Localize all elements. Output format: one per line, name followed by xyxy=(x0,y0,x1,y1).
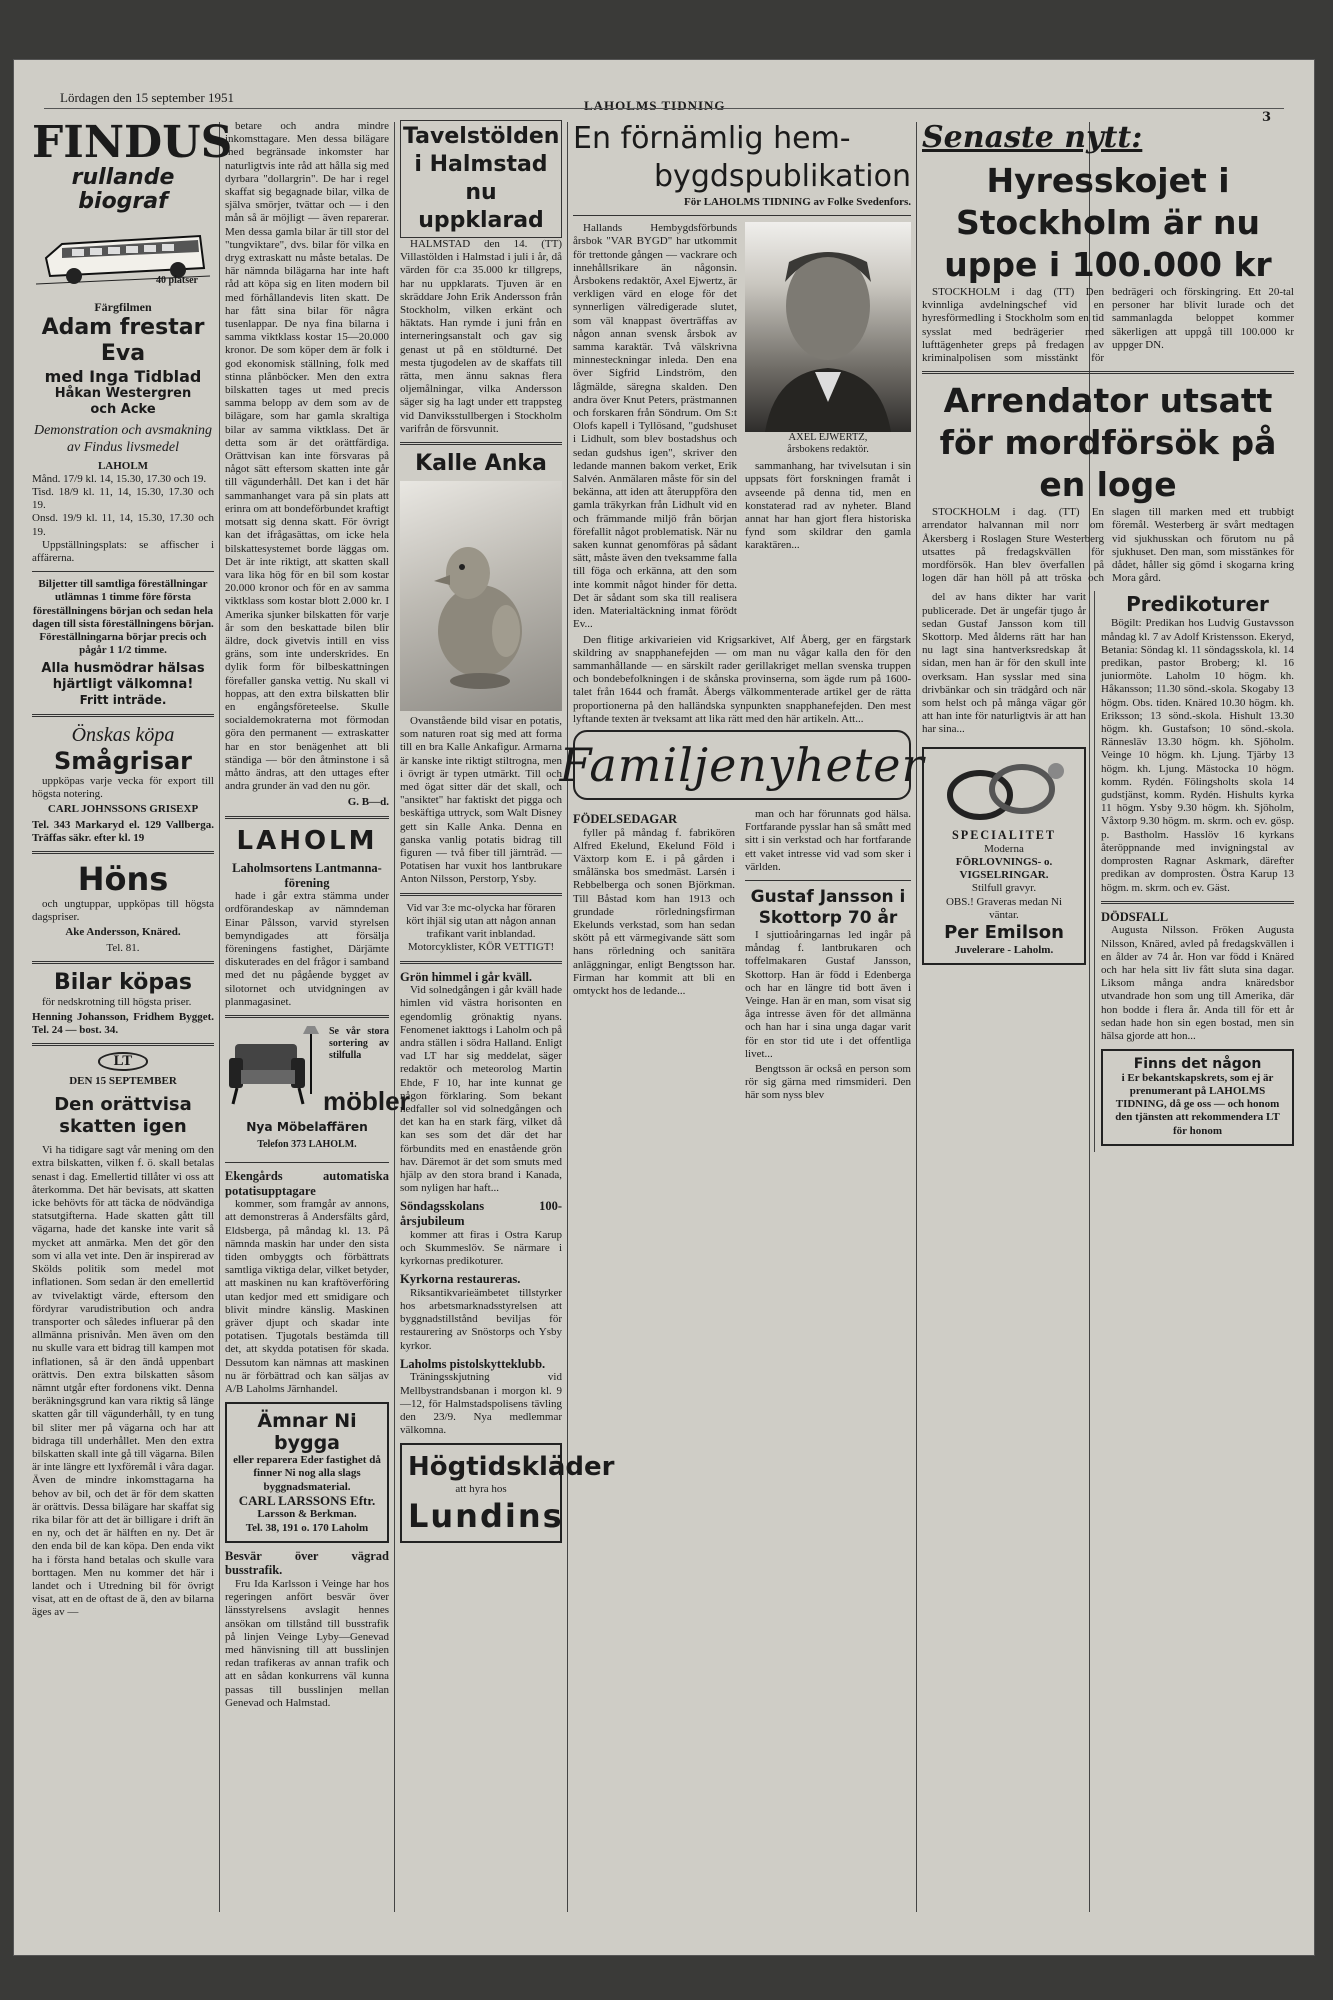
article-text: Vid solnedgången i går kväll hade himlen vid västra horisonten en egendomlig grönaktig nyans. Fenomenet iakttogs i Laholm och på andra ställen i södra Halland. Enligt vad LT har sig meddelat, säger redaktör och meteorolog Martin Ehde, F 10, har inte kunnat ge någon förklaring. Som bekant nedfaller sol vid solnedgången och det kan ha en stark färg, vilket då kan ses som det där det har förbundits med en enastående grön hav. Däremot är det som smuts med hjälp av den stora brand i Kanada, som nyligen har haft... xyxy=(400,984,562,1195)
article-text: Den flitige arkivarieien vid Krigsarkivet, Alf Åberg, ger en färgstark skildring av snapphanefejden — om man nu vågar kalla den för den sammanhållande — en särskilt rader gerillakriget mellan svenska truppen och bondebefolkningen i de skånska provinserna, som ägde rum på 1600-talet från 1644 och framåt. Åbergs välkommenterade artikel ger de rätta proportionerna på den halländska synpunkten snapphanefejden. Den mest lyftande texten är tveksamt att lika rätt med den här artikeln. Att... xyxy=(573,633,911,725)
article-text: STOCKHOLM i dag. (TT) En arrendator halvannan mil norr om Åkersberg i Roslagen Sture Westerberg utsattes på fredagskvällen för mordförsök. Han blev överfallen på logen där han höll på att tröska och slagen till marken med ett trubbigt föremål. Westerberg är svårt medtagen vid sjukhusskan och förutom nu på sjukhuset. Den man, som misstänkes för dådet, håller sig gömd i skogarna kring Mora gård. xyxy=(922,506,1294,585)
mobel-tagline: Se vår stora sortering av stilfulla xyxy=(329,1025,389,1061)
masthead-name: LAHOLMS TIDNING xyxy=(584,98,726,113)
newspaper-page xyxy=(14,60,1314,1955)
show-time: Onsd. 19/9 kl. 11, 14, 15.30, 17.30 och 19. xyxy=(32,512,214,538)
divider xyxy=(32,851,214,854)
article-title: Kalle Anka xyxy=(415,451,547,477)
article-head: Ekengårds automatiska potatisupptagare xyxy=(225,1168,389,1198)
ad-text: Juvelerare - Laholm. xyxy=(954,944,1054,957)
ad-heading: SPECIALITET xyxy=(952,828,1056,843)
section-head: DÖDSFALL xyxy=(1101,909,1169,924)
ad-text: för nedskrotning till högsta priser. xyxy=(42,995,192,1008)
bus-illustration xyxy=(32,218,214,296)
latest-news-banner: Senaste nytt: xyxy=(922,120,1143,155)
ad-text: att hyra hos xyxy=(455,1483,507,1496)
divider xyxy=(32,714,214,717)
larssons-ad xyxy=(225,1402,389,1543)
show-times xyxy=(32,473,214,539)
film-cast: och Acke xyxy=(90,401,156,417)
film-cast: Håkan Westergren xyxy=(54,385,192,401)
findus-title: FINDUS xyxy=(32,117,233,168)
ad-heading: Högtidskläder xyxy=(408,1452,615,1483)
mobel-word: möbler xyxy=(323,1085,410,1116)
article-text: Träningsskjutning vid Mellbystrandsbanan i morgon kl. 9—12, för Halmstadspolisens tävling den 23/9. Nya medlemmar välkomna. xyxy=(400,1371,562,1437)
rings-icon xyxy=(930,755,1078,825)
ad-text: FÖRLOVNINGS- o. VIGSELRINGAR. xyxy=(955,856,1053,882)
section-head: FÖDELSEDAGAR xyxy=(573,811,678,826)
article-text: hade i går extra stämma under ordförandeskap av nämndeman Einar Pålsson, varvid styrelsen bemyndigades att försälja föreningens fastighet, Därjämte diskuterades en del frågor i samband med det nu pågående bygget av silotornet och utvidgningen av planmagasinet. xyxy=(225,890,389,1008)
article-text: man och har förunnats god hälsa. Fortfarande pysslar han så smått med sitt i sin verkstad och har fortfarande ett vaket intresse vid vad som sker i världen. xyxy=(745,807,911,873)
article-text: del av hans dikter har varit publicerade. Det är ungefär tjugo år sedan Gustaf Jansson kom till Skottorp. Med ålderns rätt har han nu lagt sina hantverksredskap åt sidan, men han är för den skull inte overksam. Han sysslar med sina drivbänkar och sin trädgård och när som helst och på många vägar gör att han inte för naturligtvis är att han har sina... xyxy=(922,591,1086,736)
article-text: fyller på måndag f. fabrikören Alfred Ekelund, Ekelund Föld i Växtorp kom E. i på gården i smålänska bos smedmäst. Larsén i Rebbelberga och sonen Björkman. Till Båstad kom han 1913 och grundade rörledningsfirman Ekelunds verkstad, som han sedan skött på ett värmegivande sätt som hans rörledning och sanitära anläggningar, enligt Bengtsson har. Firman har kommit att bli en omtyckt hos de ledande... xyxy=(573,826,735,997)
ad-text: Tel. 81. xyxy=(106,941,140,954)
ad-text: Färgfilmen xyxy=(94,300,152,314)
editorial-date: DEN 15 SEPTEMBER xyxy=(69,1075,177,1088)
article-title: bygdspublikation xyxy=(654,159,911,194)
armchair-icon xyxy=(225,1024,325,1114)
column-4 xyxy=(559,120,925,1910)
divider xyxy=(400,961,562,964)
banner-text: Familjenyheter xyxy=(559,737,925,792)
ad-text: OBS.! Graveras medan Ni väntar. xyxy=(945,895,1063,921)
divider xyxy=(32,1043,214,1046)
article-text: Riksantikvarieämbetet tillstyrker hos arbetsmarknadsstyrelsen att byggnadstillstånd beviljas för restaurering av Snöstorps och Ysby kyrkor. xyxy=(400,1286,562,1352)
article-title: Gustaf Jansson i Skottorp 70 år xyxy=(750,886,906,928)
article-text: STOCKHOLM i dag (TT) Den kvinnliga avdelningschef vid en hyresförmedling i Stockholm som en tid sysslat med bedrägerier med lufttägenheter greps på fredagen av kriminalpolisen som misstänkt för bedrägeri och förskingring. Ett 20-tal personer har blivit lurade och det sammanlagda beloppet kommer säkerligen att uppgå till 100.000 kr uppger DN. xyxy=(922,286,1294,365)
ad-text: i Er bekantskapskrets, som ej är prenumerant på LAHOLMS TIDNING, då ge oss — och honom den tjänsten att rekommendera LT för honom xyxy=(1115,1071,1280,1137)
ad-text: CARL JOHNSSONS GRISEXP xyxy=(47,803,199,816)
ad-heading: Bilar köpas xyxy=(53,969,193,995)
article-text: I sjuttioåringarnas led ingår på måndag f. lantbrukaren och toffelmakaren Gustaf Jansson, Skottorp. Han är född i Edenberga och har en längre tid bott även i Veinge. Han är en man, som visat sig åga intresse även för det allmänna och han har i sina unga dagar varit för en stor tid ute i det offentliga livet... xyxy=(745,928,911,1060)
divider xyxy=(400,442,562,445)
lundins-ad xyxy=(400,1443,615,1542)
family-news-left xyxy=(573,808,735,1105)
demo-text: Demonstration och avsmakning av Findus livsmedel xyxy=(33,422,213,455)
article-top-row xyxy=(573,222,911,633)
section-title: Predikoturer xyxy=(1126,592,1269,617)
portrait-caption: AXEL EJWERTZ, xyxy=(788,432,868,444)
article-head: Laholms pistolskytteklubb. xyxy=(400,1356,546,1371)
ad-text: Ake Andersson, Knäred. xyxy=(65,926,181,939)
editorial-title: Den orättvisa skatten igen xyxy=(54,1094,192,1138)
ad-text: och ungtuppar, uppköpas till högsta dagspriser. xyxy=(32,898,214,924)
divider xyxy=(573,215,911,216)
divider xyxy=(225,816,389,819)
ad-text: Alla husmödrar hälsas hjärtligt välkomna! xyxy=(41,661,205,693)
col5-lower-right xyxy=(1094,591,1294,1151)
film-title: Adam frestar Eva xyxy=(41,314,205,366)
article-head: Besvär över vägrad busstrafik. xyxy=(225,1548,389,1578)
column-2 xyxy=(225,120,410,1910)
article-text: sammanhang, har tvivelsutan i sin uppsats fört forskningen framåt i avseende på denna tid, men en konstaterad rad av nyheter. Bland annat har han gjort flera historiska fynd som skildrar den gamla karaktären... xyxy=(745,460,911,552)
show-time: Tisd. 18/9 kl. 11, 14, 15.30, 17.30 och 19. xyxy=(32,486,214,512)
ad-text: Tel. 38, 191 o. 170 Laholm xyxy=(245,1521,369,1534)
issue-date: Lördagen den 15 september 1951 xyxy=(60,90,235,105)
divider xyxy=(1101,901,1294,904)
article-title: Hyresskojet i Stockholm är nu uppe i 100.000 kr xyxy=(944,161,1272,284)
divider xyxy=(400,893,562,896)
article-text: HALMSTAD den 14. (TT) Villastölden i Halmstad i juli i år, då värden för c:a 35.000 kr tillgreps, har nu uppklarats. Tjuven är en skräddare John Erik Andersson från Stockholm, vilken erkänt och häktats. Han rymde i juni från en interneringsanstalt och gav sig genast ut på en stöldturné. Det mesta tjugodelen av de skaffats till rätta, men ännu saknas flera oljemålningar, vilka Andersson säger sig ha lagt under ett trappsteg vid Danviksstullbergen i Stockholm varifrån de försvunnit. xyxy=(400,238,562,435)
lt-logo xyxy=(32,1052,214,1071)
ad-text: Larsson & Berkman. xyxy=(257,1508,357,1521)
ad-text: Stilfull gravyr. xyxy=(971,882,1037,895)
portrait-icon xyxy=(745,222,911,432)
portrait-block xyxy=(745,222,911,633)
potato-photo xyxy=(400,481,562,711)
divider xyxy=(32,961,214,964)
family-news xyxy=(573,808,911,1105)
findus-subtitle: rullande biograf xyxy=(71,165,175,214)
article-text: Ovanstående bild visar en potatis, som naturen roat sig med att forma till en bra Kalle Ankafigur. Armarna är kanske inte riktigt stiltrogna, men i övrigt är typen utmärkt. Till och med ögat sitter där det skall, och "ansiktet" har faktiskt det pigga och beskäftiga uttryck, som Walt Disney gett sin Kalle Anka. Denna en ganska vanlig potatis bidrag till figuren — två fiber till järnträd. — Potatisen har vuxit hos lantbrukare Anton Nilsson, Perstorp, Ysby. xyxy=(400,715,562,886)
ad-heading: Höns xyxy=(77,860,169,899)
ad-store-name: Per Emilson xyxy=(944,922,1064,944)
familjenyheter-banner xyxy=(559,730,925,800)
ad-heading: Smågrisar xyxy=(53,747,193,776)
ad-text: Henning Johansson, Fridhem Bygget. Tel. 24 — bost. 34. xyxy=(32,1011,214,1037)
editorial-text: Vi ha tidigare sagt vår mening om den extra bilskatten, vilken f. ö. skall betalas senast i dag. Emellertid tillåter vi oss att återkomma. Det här bevisats, att skatten icke behövts för att täcka de nödvändiga statsutgifterna. Hade skatten gått till vägarna, hade det kanske inte varit så mycket att anmärka. Men det gör den som vi alla vet inte. Den är inspirerad av Skölds politik som medel mot inflationen. Som sedan är den emellertid av tvivelaktigt värde, eftersom den fördyrar varudistribution och andra transporter och således influerar på den allmänna prisnivån. Men även om den nu skulle vara ett bidrag till kampen mot inflationen, så är den ändå uppenbart orättvis. Den extra bilskatten såsom nämnt utgår efter fordonens vikt. Denna beräkningsgrund kan vara riktig så länge skatten går till vägunderhåll, ty en tung bil sliter mer på vägarna och har att bidraga till underhållet. Men den extra bilskatten skall inte gå till vägarna. Bilen är inte längre ett lyxföremål i våra dagar. Även de mindre inkomsttagarna ha behov av bil, och det är för dem skatten är orättvis. Dessa bilägare har skaffat sig rika bilar för att det är billigare i drift än en ny, och det är hälften en ny. Det är den enda bil de kan köpa. Den enda vikt ha i första hand betalas och skulle vara borttagen. Men nu kommer det här i landet och i Utredning bil för övrigt visat, att en de oftast de ä, den av bilarna äges av — xyxy=(32,1144,214,1619)
subscribe-ad xyxy=(1101,1049,1294,1146)
column-rule xyxy=(219,122,220,1912)
findus-ad xyxy=(32,117,233,708)
ad-heading: Finns det någon xyxy=(1133,1056,1262,1073)
divider xyxy=(225,1015,389,1018)
warning-text: Vid var 3:e mc-olycka har föraren kört ihjäl sig utan att någon annan trafikant varit inblandad. Motorcyklister, KÖR VETTIGT! xyxy=(406,901,556,954)
article-title: Tavelstölden i Halmstad nu uppklarad xyxy=(400,120,562,238)
ad-text: Uppställningsplats: se affischer i affärerna. xyxy=(32,538,214,565)
divider xyxy=(745,880,911,881)
article-head: Söndagsskolans 100-årsjubileum xyxy=(400,1199,562,1228)
page-number: 3 xyxy=(1262,110,1272,125)
column-1 xyxy=(32,117,233,1910)
portrait-caption: årsbokens redaktör. xyxy=(787,444,869,456)
jeweller-ad xyxy=(922,747,1086,966)
bus-seats-label: 40 platser xyxy=(156,275,198,286)
col5-lower xyxy=(922,591,1294,1151)
sermon-list: Bögilt: Predikan hos Ludvig Gustavsson måndag kl. 7 av Adolf Kristensson. Ekeryd, Betania: Söndag kl. 11 söndagsskola, kl. 14 predikan, pastor Broberg; kl. 16 juniormöte. Laholm 10 högm. kh. Håkansson; 11.30 sönd.-skola. Skogaby 13 högm. Obs. tiden. Knäred 10.30 högm. kh. Eriksson; 13 sönd.-skola. Hishult 13.30 högm. kh. Gustafson; 10 sönd.-skola. Rännesläv 13.30 högm. kh. Sjöholm. Veinge 10 högm. kh. Ljung. Tjärby 13 högm. kh. Ljung. Mästocka 10 högm. komm. Rydén. Fölingsholts skola 14 gudstjänst, komm. Rydén. Hishults kyrka 11 högm. Ysby 9.30 högm. kh. Sjöholm, Våxtorp 9.30 högm. m. skrm. och ev. gösp. p. Bastholm. Hasslöv 16 kyrkans återöppnande med invigningstal av domprosten Ragnar Askmark, därefter predikan av domprosten. Östra Karup 13 högm. m. skrm. och ev. Gäst. xyxy=(1101,617,1294,894)
ad-text: uppköpas varje vecka för export till högsta notering. xyxy=(32,775,214,801)
article-text: Fru Ida Karlsson i Veinge har hos regeringen anfört besvär över länsstyrelsens avslagit hennes ansökan om tillstånd till busstrafik på linjen Veinge Lyby—Genevad med hänvisning till att busslinjen redan trafikeras av annan trafik och att en sådan konkurrens väl kunna passas till busslinjen mellan Genevad och Halmstad. xyxy=(225,1578,389,1709)
article-byline: För LAHOLMS TIDNING av Folke Svedenfors. xyxy=(684,196,911,208)
article-head: Grön himmel i går kväll. xyxy=(400,969,533,984)
column-5 xyxy=(922,120,1294,1910)
ad-heading: Ämnar Ni bygga xyxy=(257,1410,357,1455)
ad-heading: Önskas köpa xyxy=(71,724,175,747)
ad-text: CARL LARSSONS Eftr. xyxy=(238,1492,376,1508)
page-header xyxy=(14,60,1314,125)
article-text: Bengtsson är också en person som rör sig gärna med rimsmideri. Den här som nyss blev xyxy=(745,1062,911,1102)
place: LAHOLM xyxy=(97,459,149,472)
article-text: Hallands Hembygdsförbunds årsbok "VAR BYGD" har utkommit för trettonde gången — vackrare och innehållsrikare än någonsin. Årsbokens redaktör, Axel Ejwertz, är verkligen värd en eloge för det synnerligen välredigerade slutet, som väl knappast överträffas av någon annan svensk årsbok av samma karaktär. Två välskrivna minnesteckningar inleda. Den ena över Sigfrid Lindström, den lågmälde, säregna skalden. Den andra över Knut Peters, prästmannen och forskaren från Söndrum. Om S:t Olofs kapell i Tyllösand, "gudshuset i Lidhult, som blev bostadshus och sedan gudshus igen", skriver den ledande mannen bakom verket, Erik Salvén. Anmälaren måste för sin del bekänna, att iden att återuppföra den gamla träkyrkan från Lidhult vid en och främmande miljö från början förefallit något problematisk. När nu saken kunnat genomföras på sådant sätt, måste även den tveksamme falla till föga och erkänna, att den som inte kommit något hinder för detta. Det är sådant som ska till realisera iden. Materialtäckning inmat förödt Ev... xyxy=(573,222,737,631)
divider xyxy=(32,571,214,572)
article-head: Laholmsortens Lantmanna-förening xyxy=(232,860,382,890)
article-text: Augusta Nilsson. Fröken Augusta Nilsson, Knäred, avled på fredagskvällen i en ålder av 74 år. Hon var född i Knäred och har hela sitt liv fått sluta sina dagar. Liksom många andra knäredsbor utvandrade hon som ung till Amerika, där hon bodde i flera år. Anda till för ett år sedan hade hon sin egen bostad, men sin hälsa gjorde att hon... xyxy=(1101,924,1294,1042)
divider xyxy=(922,371,1294,374)
potato-duck-icon xyxy=(400,481,562,711)
column-3 xyxy=(400,120,615,1910)
mobel-ad xyxy=(225,1024,410,1156)
ad-store-name: Lundins xyxy=(408,1496,564,1535)
article-text: kommer att firas i Ostra Karup och Skummeslöv. Se närmare i kyrkornas predikoturer. xyxy=(400,1228,562,1267)
ad-text: eller reparera Eder fastighet då finner Ni nog alla slags byggnadsmaterial. xyxy=(233,1454,381,1493)
film-star: med Inga Tidblad xyxy=(44,366,202,386)
show-time: Månd. 17/9 kl. 14, 15.30, 17.30 och 19. xyxy=(32,472,207,485)
column-rule xyxy=(916,122,917,1912)
family-news-right xyxy=(745,808,911,1105)
col5-lower-left xyxy=(922,591,1086,1151)
portrait-photo xyxy=(745,222,911,432)
article-title: En förnämlig hem- xyxy=(573,121,851,156)
mobel-phone: Telefon 373 LAHOLM. xyxy=(257,1138,357,1150)
header-rule xyxy=(44,108,1284,109)
ad-text: Tel. 343 Markaryd el. 129 Vallberga. Träffas säkr. efter kl. 19 xyxy=(32,818,214,844)
column-rule xyxy=(567,122,568,1912)
editorial-signature: G. B—d. xyxy=(347,796,389,809)
article-title: Arrendator utsatt för mordförsök på en loge xyxy=(939,381,1277,505)
section-title: LAHOLM xyxy=(236,825,378,856)
article-text: kommer, som framgår av annons, att demonstreras å Andersfälts gård, Eldsberga, på måndag kl. 13. På nämnda maskin har under den sista tiden ombyggts och förbättrats samtliga viktiga delar, vilket betyder, att maskinen nu kan kraftöverföring utan kedjor med ett smidigare och blivit mindre känslig. Maskinen gräver djupt och skadar inte potatisen. Tjugotals bestämda till det, att skydda potatisen för skada. Dessutom kan nämnas att maskinen nu är förbättrad och kan säljas av A/B Laholms Järnhandel. xyxy=(225,1198,389,1395)
divider xyxy=(225,1162,389,1163)
ad-text: Moderna xyxy=(984,842,1024,855)
ad-text: Fritt inträde. xyxy=(79,693,167,708)
article-head: Kyrkorna restaureras. xyxy=(400,1272,521,1287)
editorial-continued: betare och andra mindre inkomsttagare. Men dessa bilägare med begränsade inkomster har naturligtvis inte råd att hålla sig med dyrbara "dollargrin". De har i regel skaffat sig begagnade bilar, vilka de själva smörjer, tvättar och — i den mån så är möjligt — även reparerar. Men dessa gamla bilar är till stor del "tungviktare", dvs. bilar för vilka en dryg extraskatt nu måste betalas. De här nämnda bilägarna har inte haft råd att köpa sig en liten modern bil med förhållandevis liten skatt. De har fått sina bilar för några tusenlappar. De nya fina bilarna i samma viktklass kostar 15—20.000 kronor. De som köper dem är folk i god ekonomisk ställning, folk med stinna plånböcker. Men den extra bilskatten tages ut med precis samma belopp av dem som av de bilägare, som har gamla skraltiga bilar av samma viktklass. Det är detta som är det orättfärdiga. Orättvisan kan inte försvaras på något sätt eftersom skatten inte går till vägunderhåll. Det kan i det här sammanhanget vara på sin plats att erinra om att bondeförbundet kraftigt motsatt sig denna skatt. För övrigt kan det ifrågasättas, om icke hela bilskattesystemet borde läggas om. Det är inte riktigt, att skatten skall vara lika hög för en bil som kostar 20.000 kronor och för en av samma viktklass som kostar blott 2.000 kr. I Amerika sjunker bilskatten för varje år som den beskattade bilen blir äldre, dock givetvis intill en viss gräns, som inte underskrides. En dylik form för bilbeskattningen förefaller ganska vettig. Nu skall vi hoppas, att den extra bilskatten blir en engångsföreteelse. Skulle socialdemokraterna mot förmodan göra den permanent — extraskatter har en stor benägenhet att bli ständiga — bör den åtminstone i så måtto ändras, att den uttages efter andra grunder än vad den nu gör. xyxy=(225,120,389,793)
column-rule xyxy=(394,122,395,1912)
ad-text: Biljetter till samtliga föreställningar utlämnas 1 timme före första föreställningens början och sedan hela dagen till sista föreställningens början. Föreställningarna börjar precis och pågår 1 1/2 timme. xyxy=(32,578,214,657)
mobel-store-name: Nya Möbelaffären xyxy=(246,1119,368,1134)
lt-logo-text: LT xyxy=(98,1052,149,1071)
